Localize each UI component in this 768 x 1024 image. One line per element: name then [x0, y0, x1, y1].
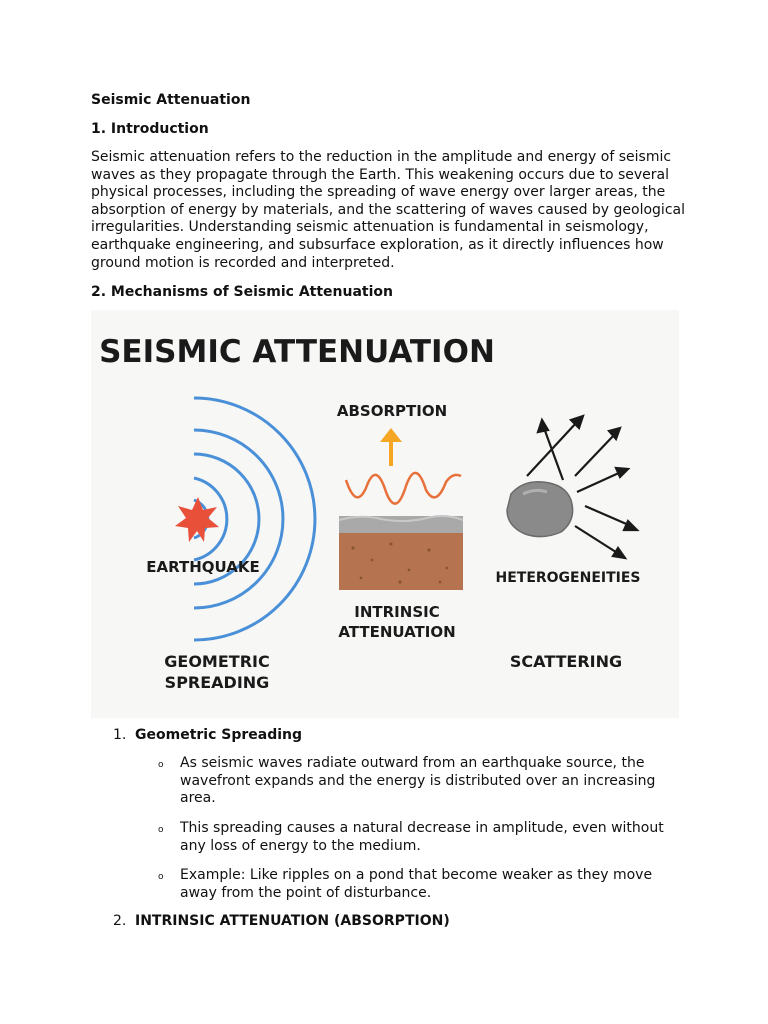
list-item-intrinsic-attenuation	[113, 913, 450, 929]
heterogeneities-label: HETEROGENEITIES	[495, 570, 641, 586]
bullet-text: This spreading causes a natural decrease in amplitude, even without any loss of energy to the medium.	[180, 820, 664, 854]
geometric-spreading-label-2: SPREADING	[164, 673, 270, 692]
list-item-title: INTRINSIC ATTENUATION (ABSORPTION)	[135, 913, 450, 929]
seismic-attenuation-figure	[91, 310, 679, 718]
bullet-mark: o	[158, 872, 164, 882]
bullet-mark: o	[158, 760, 164, 770]
intro-paragraph: Seismic attenuation refers to the reduction in the amplitude and energy of seismic waves as they propagate through the Earth. This weakening occurs due to several physical processes, including the spreading of wave energy over larger areas, the absorption of energy by materials, and the scattering of waves caused by geological irregularities. Understanding seismic attenuation is fundamental in seismology, earthquake engineering, and subsurface exploration, as it directly influences how ground motion is recorded and interpreted.	[91, 149, 685, 271]
bullet-mark: o	[158, 825, 164, 835]
bullet-text: Example: Like ripples on a pond that become weaker as they move away from the point of disturbance.	[180, 867, 653, 901]
geometric-spreading-label-1: GEOMETRIC	[164, 652, 270, 671]
bullet-text: As seismic waves radiate outward from an earthquake source, the wavefront expands and the energy is distributed over an increasing area.	[180, 755, 656, 807]
ground-surface-layer	[339, 516, 463, 533]
list-item-title: Geometric Spreading	[135, 727, 303, 743]
figure-title: SEISMIC ATTENUATION	[99, 334, 495, 370]
list-item-geometric-spreading	[113, 727, 302, 743]
absorption-label: ABSORPTION	[336, 402, 448, 420]
intrinsic-label-1: INTRINSIC	[354, 603, 440, 621]
list-number: 2.	[113, 913, 127, 929]
earthquake-label: EARTHQUAKE	[146, 558, 260, 576]
document-title: Seismic Attenuation	[91, 92, 251, 108]
intrinsic-label-2: ATTENUATION	[338, 623, 456, 641]
intro-heading: 1. Introduction	[91, 121, 209, 137]
list-number: 1.	[113, 727, 127, 743]
scattering-label: SCATTERING	[509, 652, 623, 671]
mechanisms-heading: 2. Mechanisms of Seismic Attenuation	[91, 284, 393, 300]
